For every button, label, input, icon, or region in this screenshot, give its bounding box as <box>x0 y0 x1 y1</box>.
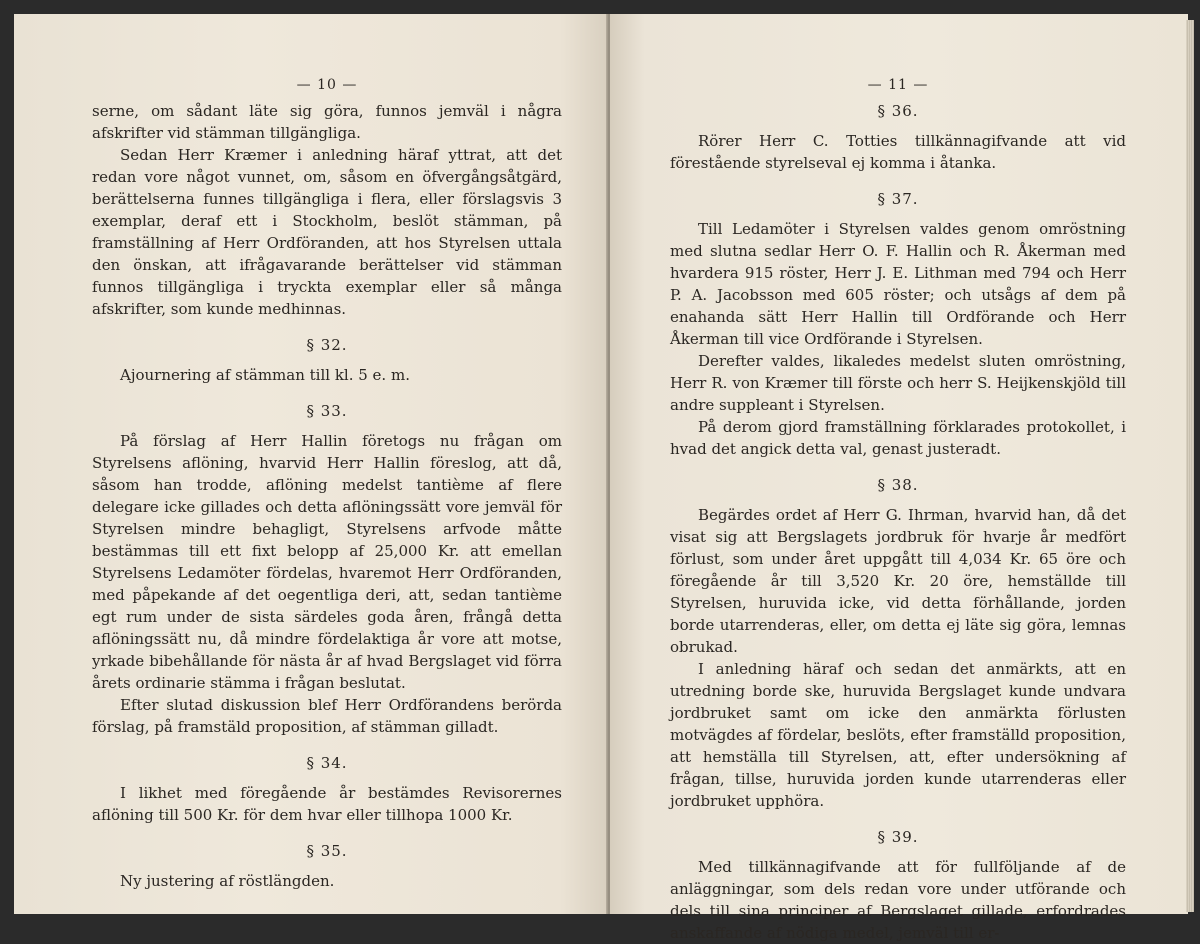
section-heading-39: § 39. <box>877 828 919 846</box>
paragraph: Sedan Herr Kræmer i anledning häraf yttrat, att det redan vore något vunnet, om, såsom en öfvergångsåtgärd, berättelserna funnes tillgängliga i flera, eller förslagsvis 3 exemplar, deraf ett i Stockholm, beslöt stämman, på framställning af Herr Ordföranden, att hos Styrelsen uttala den önskan, att ifrågavarande berättelser vid stämman funnos tillgängliga i tryckta exemplar eller så många afskrifter, som kunde medhinnas. <box>92 146 562 318</box>
section-38-text-2: I anledning häraf och sedan det anmärkts, att en utredning borde ske, huruvida Bergslaget kunde undvara jordbruket samt om icke den anmärkta förlusten motvägdes af fördelar, beslöts, efter framställd proposition, att hemställa till Styrelsen, att, efter undersökning af frågan, tillse, huruvida jorden kunde utarrenderas eller jordbruket upphöra. <box>670 660 1126 810</box>
section-39-text: Med tillkännagifvande att för fullföljande af de anläggningar, som dels redan vore under utförande och dels till sina principer af Bergslaget gillade, erfordrades anskaffande af nödiga medel, jemväl till er- <box>670 858 1126 942</box>
section-heading-33: § 33. <box>306 402 348 420</box>
right-page <box>610 14 1188 942</box>
section-heading-34: § 34. <box>306 754 348 772</box>
section-37-text-2: Derefter valdes, likaledes medelst sluten omröstning, Herr R. von Kræmer till förste och herr S. Heijkenskjöld till andre suppleant i Styrelsen. <box>670 352 1126 414</box>
open-book <box>14 14 1188 942</box>
section-34-text: I likhet med föregående år bestämdes Revisorernes aflöning till 500 Kr. för dem hvar eller tillhopa 1000 Kr. <box>92 784 562 824</box>
paragraph-continuation: serne, om sådant läte sig göra, funnos jemväl i några afskrifter vid stämman tillgängliga. <box>92 102 562 142</box>
section-heading-35: § 35. <box>306 842 348 860</box>
section-heading-38: § 38. <box>877 476 919 494</box>
section-37-text: Till Ledamöter i Styrelsen valdes genom omröstning med slutna sedlar Herr O. F. Hallin och R. Åkerman med hvardera 915 röster, Herr J. E. Lithman med 794 och Herr P. A. Jacobsson med 605 röster; och utsågs af dem på enahanda sätt Herr Hallin till Ordförande och Herr Åkerman till vice Ordförande i Styrelsen. <box>670 220 1126 348</box>
section-heading-36: § 36. <box>877 102 919 120</box>
section-35-text: Ny justering af röstlängden. <box>120 872 335 890</box>
right-page-text <box>670 74 1126 944</box>
page-number-11: — 11 — <box>867 77 929 93</box>
section-33-text-2: Efter slutad diskussion blef Herr Ordförandens berörda förslag, på framstäld proposition, af stämman gilladt. <box>92 696 562 736</box>
section-36-text: Rörer Herr C. Totties tillkännagifvande att vid förestående styrelseval ej komma i åtanka. <box>670 132 1126 172</box>
section-heading-37: § 37. <box>877 190 919 208</box>
section-heading-32: § 32. <box>306 336 348 354</box>
left-page <box>14 14 608 914</box>
left-page-text <box>92 74 562 892</box>
page-number-10: — 10 — <box>296 77 358 93</box>
section-37-text-3: På derom gjord framställning förklarades protokollet, i hvad det angick detta val, genast justeradt. <box>670 418 1126 458</box>
section-33-text: På förslag af Herr Hallin företogs nu frågan om Styrelsens aflöning, hvarvid Herr Hallin föreslog, att då, såsom han trodde, aflöning medelst tantième af flere delegare icke gillades och detta aflöningssätt vore jemväl för Styrelsen mindre behagligt, Styrelsens arfvode måtte bestämmas till ett fixt belopp af 25,000 Kr. att emellan Styrelsens Ledamöter fördelas, hvaremot Herr Ordföranden, med påpekande af det oegentliga deri, att, sedan tantième egt rum under de sista särdeles goda åren, frångå detta aflöningssätt nu, då mindre fördelaktiga år vore att motse, yrkade bibehållande för nästa år af hvad Bergslaget vid förra årets ordinarie stämma i frågan beslutat. <box>92 432 562 692</box>
section-38-text: Begärdes ordet af Herr G. Ihrman, hvarvid han, då det visat sig att Bergslagets jordbruk för hvarje år medfört förlust, som under året uppgått till 4,034 Kr. 65 öre och föregående år till 3,520 Kr. 20 öre, hemställde till Styrelsen, huruvida icke, vid detta förhållande, jorden borde utarrenderas, eller, om detta ej läte sig göra, lemnas obrukad. <box>670 506 1126 656</box>
page-edges <box>1186 20 1194 912</box>
section-32-text: Ajournering af stämman till kl. 5 e. m. <box>120 366 410 384</box>
